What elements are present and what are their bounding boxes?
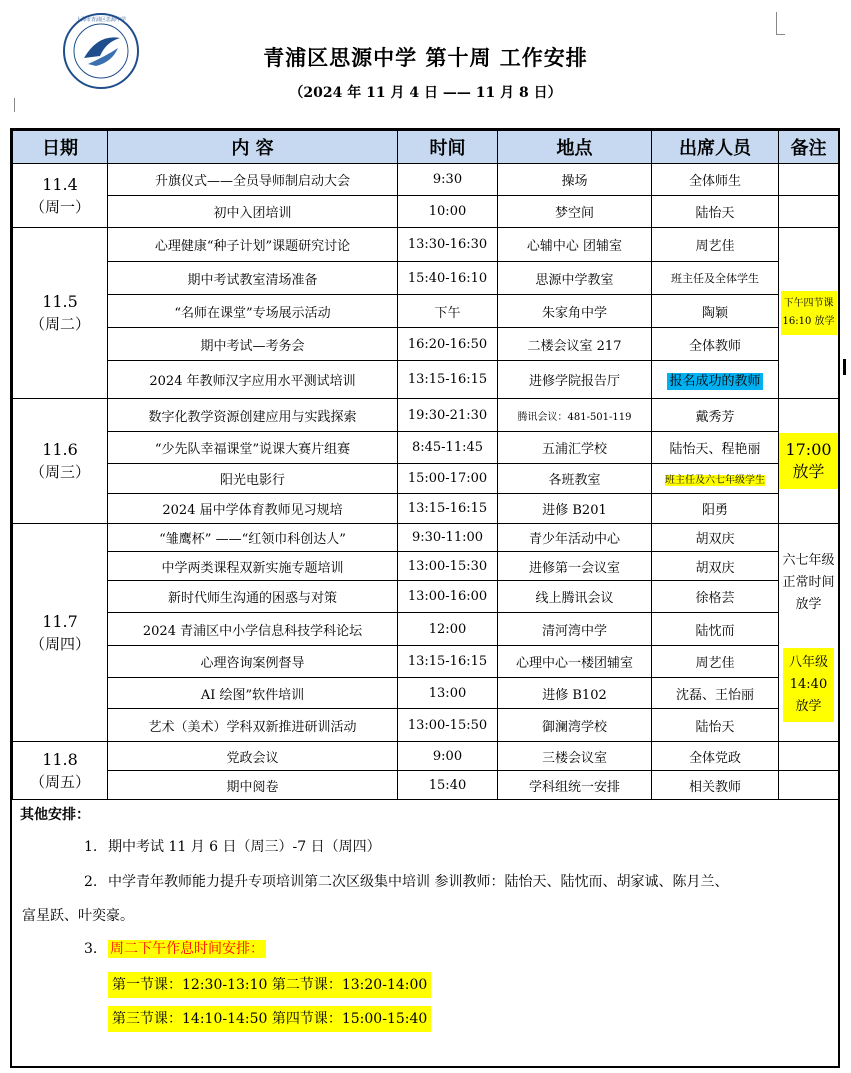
people-cell: 陆怡天 [652, 709, 779, 742]
people-cell: 陶颖 [652, 295, 779, 328]
item-text: 周二下午作息时间安排： [110, 941, 264, 957]
content-cell: 2024 年教师汉字应用水平测试培训 [108, 361, 398, 399]
other-item-1 [84, 836, 381, 858]
note-line: 八年级 [788, 654, 828, 670]
content-cell: “名师在课堂”专场展示活动 [108, 295, 398, 328]
place-cell: 御澜湾学校 [498, 709, 652, 742]
people-cell: 阳勇 [652, 494, 779, 524]
date-value: 11.6 [42, 440, 78, 459]
content-cell: 期中考试教室清场准备 [108, 262, 398, 295]
people-cell: 全体师生 [652, 164, 779, 196]
note-line: 14:40 [789, 676, 828, 692]
date-value: 11.5 [42, 292, 78, 311]
note-line: 16:10 放学 [782, 316, 835, 327]
people-cell: 胡双庆 [652, 552, 779, 581]
time-cell: 15:40-16:10 [398, 262, 498, 295]
note-highlight [781, 291, 837, 335]
table-row [13, 646, 839, 678]
table-row [13, 228, 839, 262]
page-title: 青浦区思源中学 第十周 工作安排 [263, 45, 588, 70]
page-subtitle: （2024 年 11 月 4 日 —— 11 月 8 日） [289, 85, 562, 101]
other-title: 其他安排： [20, 807, 90, 823]
note-line: 放学 [795, 698, 822, 714]
table-header-row [13, 131, 839, 164]
table-row [13, 613, 839, 646]
people-cell [652, 464, 779, 494]
weekday-value: （周三） [29, 463, 90, 481]
date-cell [13, 399, 108, 524]
place-cell: 进修第一会议室 [498, 552, 652, 581]
note-line: 17:00 [785, 440, 832, 459]
content-cell: 阳光电影行 [108, 464, 398, 494]
place-cell: 操场 [498, 164, 652, 196]
time-cell: 19:30-21:30 [398, 399, 498, 432]
time-cell: 9:30-11:00 [398, 524, 498, 552]
people-highlight: 报名成功的教师 [669, 374, 761, 389]
note-line: 放学 [792, 462, 825, 481]
column-header-note: 备注 [779, 131, 839, 164]
place-cell: 进修学院报告厅 [498, 361, 652, 399]
table-row [13, 678, 839, 709]
content-cell: 心理健康“种子计划”课题研究讨论 [108, 228, 398, 262]
schedule-line: 第三节课：14:10-14:50 第四节课：15:00-15:40 [108, 1006, 431, 1032]
people-cell: 陆忱而 [652, 613, 779, 646]
people-cell: 胡双庆 [652, 524, 779, 552]
content-cell: 中学两类课程双新实施专题培训 [108, 552, 398, 581]
place-cell: 进修 B102 [498, 678, 652, 709]
time-cell: 12:00 [398, 613, 498, 646]
people-cell: 戴秀芳 [652, 399, 779, 432]
note-highlight [779, 433, 837, 489]
place-cell: 心理中心一楼团辅室 [498, 646, 652, 678]
table-row [13, 524, 839, 552]
place-cell: 清河湾中学 [498, 613, 652, 646]
content-cell: AI 绘图”软件培训 [108, 678, 398, 709]
weekday-value: （周四） [29, 634, 90, 653]
column-header-time: 时间 [398, 131, 498, 164]
people-cell: 徐格芸 [652, 581, 779, 613]
text-cursor-mark [843, 359, 846, 375]
table-row [13, 295, 839, 328]
column-header-people: 出席人员 [652, 131, 779, 164]
time-cell: 13:15-16:15 [398, 494, 498, 524]
note-line: 放学 [795, 596, 822, 612]
time-cell: 15:00-17:00 [398, 464, 498, 494]
weekday-value: （周五） [29, 772, 90, 791]
time-cell: 9:30 [398, 164, 498, 196]
column-header-place: 地点 [498, 131, 652, 164]
note-cell [779, 164, 839, 196]
place-cell: 线上腾讯会议 [498, 581, 652, 613]
column-header-date: 日期 [13, 131, 108, 164]
item-number: 1. [84, 839, 98, 855]
content-cell: 数字化教学资源创建应用与实践探索 [108, 399, 398, 432]
schedule-table [12, 130, 839, 800]
column-header-content: 内 容 [108, 131, 398, 164]
place-cell: 二楼会议室 217 [498, 328, 652, 361]
time-cell: 13:00-16:00 [398, 581, 498, 613]
item-number: 3. [84, 941, 98, 957]
note-cell [779, 228, 839, 399]
time-cell: 13:15-16:15 [398, 646, 498, 678]
content-cell: 艺术（美术）学科双新推进研训活动 [108, 709, 398, 742]
place-cell: 进修 B201 [498, 494, 652, 524]
people-cell: 陆怡天 [652, 196, 779, 228]
table-row [13, 709, 839, 742]
table-row [13, 196, 839, 228]
note-cell [779, 399, 839, 524]
table-row [13, 328, 839, 361]
content-cell: “少先队幸福课堂”说课大赛片组赛 [108, 432, 398, 464]
place-cell: 朱家角中学 [498, 295, 652, 328]
place-cell: 五浦汇学校 [498, 432, 652, 464]
item-text: 期中考试 11 月 6 日（周三）-7 日（周四） [108, 839, 381, 855]
date-value: 11.8 [42, 749, 78, 769]
time-cell: 15:40 [398, 771, 498, 800]
table-row [13, 742, 839, 771]
people-cell: 陆怡天、程艳丽 [652, 432, 779, 464]
date-cell [13, 228, 108, 399]
place-cell: 青少年活动中心 [498, 524, 652, 552]
time-cell: 13:15-16:15 [398, 361, 498, 399]
table-row [13, 262, 839, 295]
table-row [13, 432, 839, 464]
time-cell: 10:00 [398, 196, 498, 228]
time-cell: 下午 [398, 295, 498, 328]
people-highlight: 班主任及六七年级学生 [665, 474, 765, 486]
date-value: 11.7 [42, 611, 78, 631]
content-cell: 2024 青浦区中小学信息科技学科论坛 [108, 613, 398, 646]
people-cell: 全体教师 [652, 328, 779, 361]
content-cell: 期中考试—考务会 [108, 328, 398, 361]
table-row [13, 552, 839, 581]
people-cell: 周艺佳 [652, 646, 779, 678]
table-row [13, 494, 839, 524]
content-cell: 2024 届中学体育教师见习规培 [108, 494, 398, 524]
svg-text:上海市青浦区思源中学: 上海市青浦区思源中学 [75, 17, 127, 23]
date-cell [13, 742, 108, 800]
time-cell: 8:45-11:45 [398, 432, 498, 464]
item-text: 中学青年教师能力提升专项培训第二次区级集中培训 参训教师：陆怡天、陆忱而、胡家诚、陈月兰、 [108, 874, 729, 890]
note-cell [779, 196, 839, 228]
item-number: 2. [84, 874, 98, 890]
date-cell [13, 164, 108, 228]
other-item-2-cont: 富星跃、叶奕豪。 [22, 908, 134, 924]
content-cell: 期中阅卷 [108, 771, 398, 800]
place-cell: 腾讯会议：481-501-119 [498, 399, 652, 432]
content-cell: 心理咨询案例督导 [108, 646, 398, 678]
place-cell: 学科组统一安排 [498, 771, 652, 800]
date-value: 11.4 [42, 174, 78, 194]
place-cell: 三楼会议室 [498, 742, 652, 771]
time-cell: 13:00 [398, 678, 498, 709]
weekday-value: （周二） [29, 315, 90, 333]
table-row [13, 771, 839, 800]
page-corner-mark [776, 12, 785, 35]
date-cell [13, 524, 108, 742]
place-cell: 各班教室 [498, 464, 652, 494]
content-cell: 党政会议 [108, 742, 398, 771]
place-cell: 梦空间 [498, 196, 652, 228]
time-cell: 13:00-15:30 [398, 552, 498, 581]
people-cell: 相关教师 [652, 771, 779, 800]
schedule-sheet [10, 128, 840, 1068]
note-line: 正常时间 [782, 574, 835, 590]
time-cell: 9:00 [398, 742, 498, 771]
table-row [13, 399, 839, 432]
note-highlight [783, 648, 834, 722]
people-cell: 全体党政 [652, 742, 779, 771]
people-cell: 周艺佳 [652, 228, 779, 262]
table-row [13, 581, 839, 613]
table-row [13, 464, 839, 494]
note-line: 下午四节课 [783, 298, 834, 309]
note-line: 六七年级 [782, 552, 835, 568]
note-cell [779, 771, 839, 800]
content-cell: 升旗仪式——全员导师制启动大会 [108, 164, 398, 196]
table-row [13, 164, 839, 196]
place-cell: 思源中学教室 [498, 262, 652, 295]
time-cell: 16:20-16:50 [398, 328, 498, 361]
table-row [13, 361, 839, 399]
schedule-line: 第一节课：12:30-13:10 第二节课：13:20-14:00 [108, 972, 431, 998]
place-cell: 心辅中心 团辅室 [498, 228, 652, 262]
time-cell: 13:30-16:30 [398, 228, 498, 262]
content-cell: 初中入团培训 [108, 196, 398, 228]
time-cell: 13:00-15:50 [398, 709, 498, 742]
people-cell [652, 361, 779, 399]
content-cell: “雏鹰杯” ——“红领巾科创达人” [108, 524, 398, 552]
note-plain [779, 544, 838, 648]
other-item-2 [84, 871, 728, 893]
note-cell [779, 742, 839, 771]
people-cell: 沈磊、王怡丽 [652, 678, 779, 709]
note-cell [779, 524, 839, 742]
weekday-value: （周一） [29, 197, 90, 216]
content-cell: 新时代师生沟通的困惑与对策 [108, 581, 398, 613]
other-item-3 [84, 938, 266, 960]
people-cell: 班主任及全体学生 [652, 262, 779, 295]
